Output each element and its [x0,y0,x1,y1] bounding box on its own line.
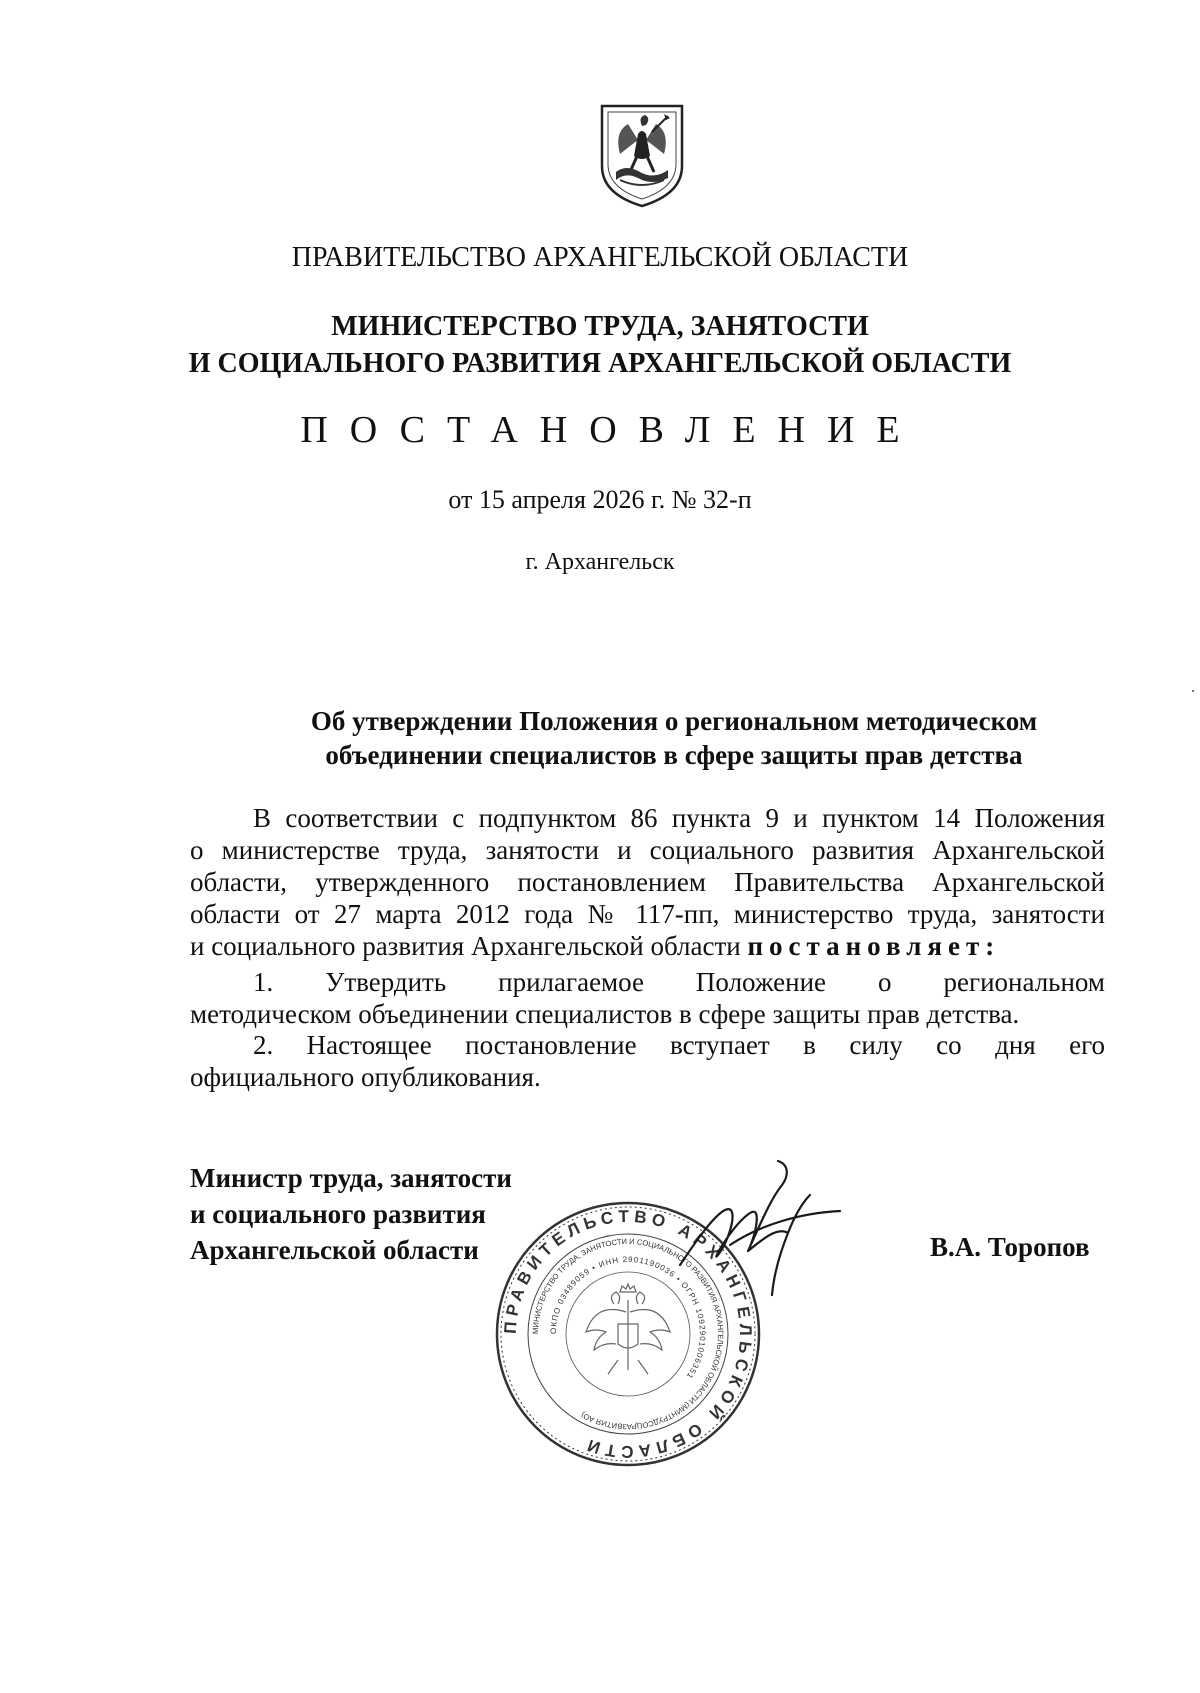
signatory-position-line-2: и социального развития [190,1199,486,1229]
clause-1 [190,966,1105,1030]
signatory-position [190,1160,512,1268]
seal-codes-text: ОКПО 03489059 • ИНН 2901190036 • ОГРН 1092901006351 [548,1254,708,1381]
clause-1-line-1: 1. Утвердить прилагаемое Положение о региональном [253,967,1105,997]
ministry-name-line-2: И СОЦИАЛЬНОГО РАЗВИТИЯ АРХАНГЕЛЬСКОЙ ОБЛАСТИ [188,348,1012,379]
seal-inner-text: МИНИСТЕРСТВО ТРУДА, ЗАНЯТОСТИ И СОЦИАЛЬНОГО РАЗВИТИЯ АРХАНГЕЛЬСКОЙ ОБЛАСТИ (МИНТРУДСОЦРАЗВИТИЯ АО) [530,1236,726,1432]
preamble-line-5 [190,930,1105,962]
subject-line-1: Об утверждении Положения о региональном методическом [310,706,1038,736]
clause-2-line-1: 2. Настоящее постановление вступает в силу со дня его [253,1030,1105,1060]
double-headed-eagle-icon [586,1284,670,1374]
clause-2-line-2: официального опубликования. [190,1062,541,1092]
clause-1-line-2: методическом объединении специалистов в сфере защиты прав детства. [190,999,1020,1029]
handwritten-signature [670,1155,850,1315]
document-date-number: от 15 апреля 2026 г. № 32-п [448,485,752,514]
signatory-position-line-3: Архангельской области [190,1235,479,1265]
scan-speck [1192,690,1194,692]
preamble-line-2: о министерстве труда, занятости и социального развития Архангельской [190,835,1105,865]
preamble-line-3: области, утвержденного постановлением Правительства Архангельской [190,867,1105,897]
ministry-name-line-1: МИНИСТЕРСТВО ТРУДА, ЗАНЯТОСТИ [331,311,869,342]
ministry-name [0,308,1200,382]
preamble-line-4: области от 27 марта 2012 года № 117-пп, министерство труда, занятости [190,899,1105,929]
seal-outer-text: ПРАВИТЕЛЬСТВО АРХАНГЕЛЬСКОЙ ОБЛАСТИ [500,1206,756,1462]
document-subject [230,704,1118,772]
coat-of-arms-emblem [598,102,686,210]
preamble-line-5-text: и социального развития Архангельской области [190,931,741,961]
clause-2 [190,1029,1105,1093]
preamble-paragraph [190,802,1105,962]
signatory-position-line-1: Министр труда, занятости [190,1163,512,1193]
government-name: ПРАВИТЕЛЬСТВО АРХАНГЕЛЬСКОЙ ОБЛАСТИ [291,242,909,273]
preamble-line-1: В соответствии с подпунктом 86 пункта 9 и пунктом 14 Положения [253,803,1105,833]
signatory-name: В.А. Торопов [930,1232,1090,1262]
document-type-title: ПОСТАНОВЛЕНИЕ [300,409,922,451]
subject-line-2: объединении специалистов в сфере защиты прав детства [325,740,1023,770]
document-city: г. Архангельск [525,549,675,575]
resolves-word: постановляет: [747,931,1001,961]
